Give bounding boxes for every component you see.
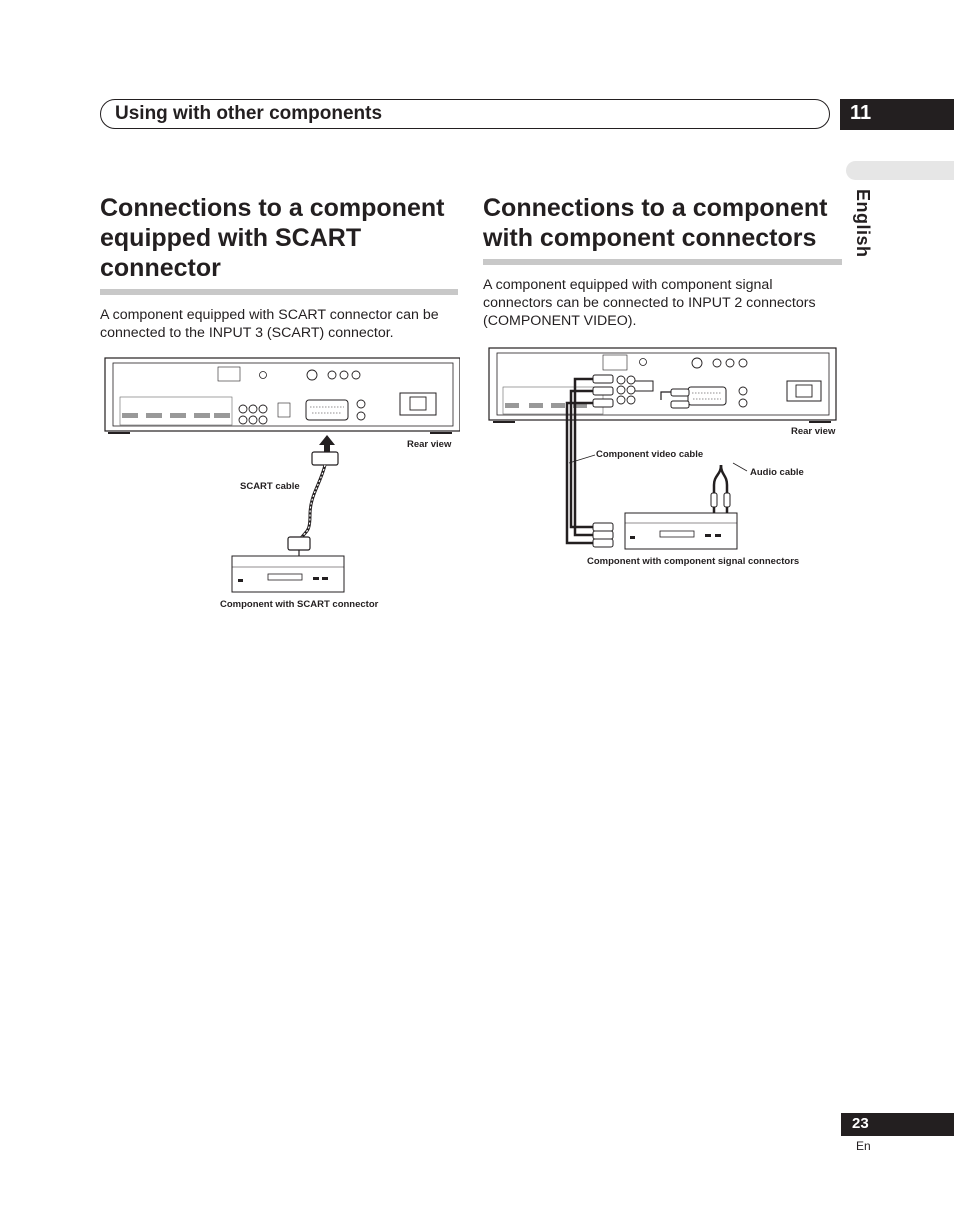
right-body-line: (COMPONENT VIDEO).: [483, 313, 637, 329]
left-title-rule: [100, 289, 458, 295]
section-header: [100, 99, 830, 129]
component-signal-device: [625, 513, 737, 549]
chapter-badge: [840, 99, 954, 130]
page-language-code: En: [856, 1139, 871, 1153]
right-rear-view-label: Rear view: [791, 426, 836, 437]
left-section-title: [100, 193, 444, 283]
page-number: 23: [852, 1115, 869, 1132]
scart-cable-label: SCART cable: [240, 481, 300, 492]
right-body-text: [483, 276, 816, 330]
language-tab: [846, 161, 954, 180]
right-body-line: A component equipped with component signal: [483, 277, 773, 293]
left-title-line: Connections to a component: [100, 194, 445, 222]
right-title-rule: [483, 259, 842, 265]
scart-component-label: Component with SCART connector: [220, 599, 379, 610]
chapter-number: 11: [850, 102, 872, 124]
left-title-line: equipped with SCART: [100, 224, 362, 252]
language-label: English: [853, 189, 873, 258]
page-number-badge: [841, 1113, 954, 1136]
component-video-cable-label: Component video cable: [596, 449, 704, 460]
component-connection-diagram: [485, 345, 840, 575]
section-header-title: Using with other components: [115, 103, 383, 124]
right-title-line: with component connectors: [483, 224, 817, 252]
left-body-line: connected to the INPUT 3 (SCART) connector.: [100, 325, 394, 341]
scart-cable: [288, 452, 338, 556]
left-title-line: connector: [100, 254, 221, 282]
component-signal-label: Component with component signal connectors: [587, 556, 800, 567]
right-body-line: connectors can be connected to INPUT 2 connectors: [483, 295, 816, 311]
right-title-line: Connections to a component: [483, 194, 828, 222]
left-rear-view-label: Rear view: [407, 439, 452, 450]
scart-component-device: [232, 556, 344, 592]
receiver-rear-panel: [105, 358, 460, 433]
receiver-rear-panel: [489, 348, 836, 422]
left-body-text: [100, 306, 439, 342]
scart-connection-diagram: [100, 355, 460, 615]
audio-cable-label: Audio cable: [750, 467, 804, 478]
left-body-line: A component equipped with SCART connector can be: [100, 307, 439, 323]
connection-arrow: [319, 435, 335, 452]
right-section-title: [483, 193, 827, 253]
